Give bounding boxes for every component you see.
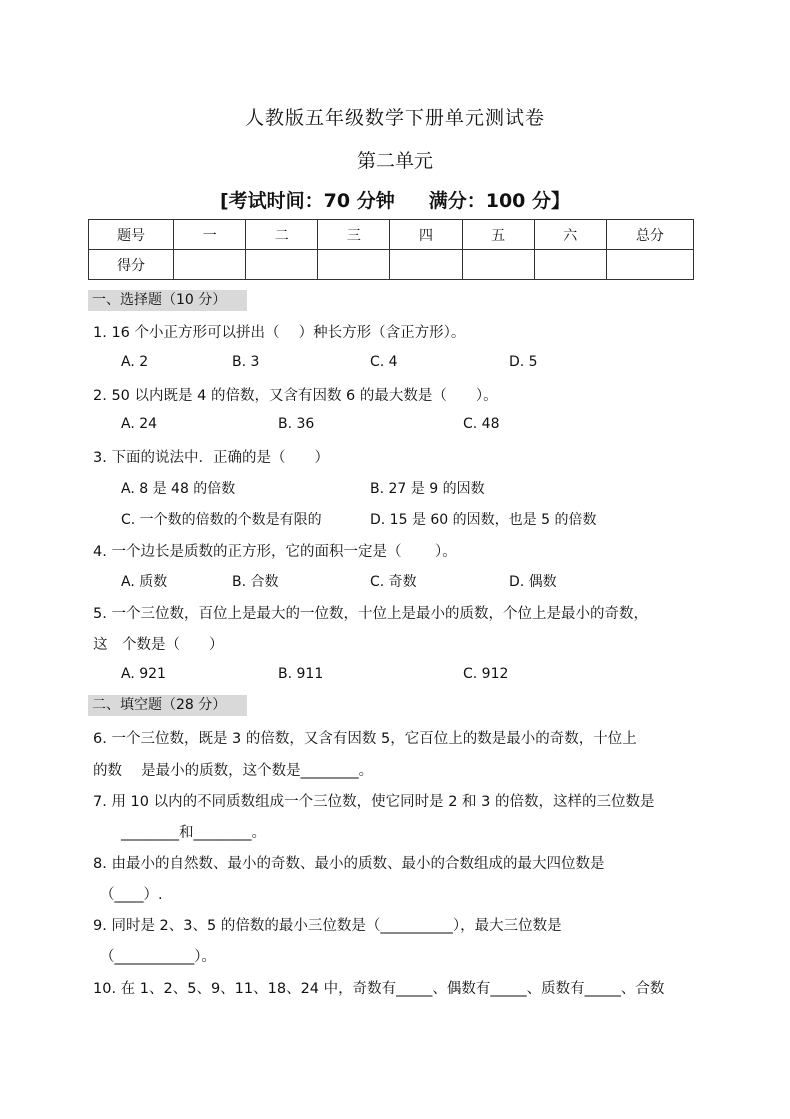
score-cell[interactable]: [390, 250, 462, 280]
question-10-line-1: 10. 在 1、2、5、9、11、18、24 中，奇数有_____、偶数有_____、质数有_____、合数: [93, 981, 665, 997]
question-8-line-1: 8. 由最小的自然数、最小的奇数、最小的质数、最小的合数组成的最大四位数是: [93, 856, 605, 872]
score-cell[interactable]: [246, 250, 318, 280]
q3-option-c: C. 一个数的倍数的个数是有限的: [121, 512, 322, 528]
question-7-line-1: 7. 用 10 以内的不同质数组成一个三位数，使它同时是 2 和 3 的倍数，这样的三位数是: [93, 794, 655, 810]
question-8-line-2: （____）.: [100, 887, 163, 903]
q3-option-a: A. 8 是 48 的倍数: [121, 481, 236, 497]
exam-title: 人教版五年级数学下册单元测试卷: [244, 107, 545, 129]
score-table-header: 四: [390, 220, 462, 250]
question-9-line-2: （___________）。: [100, 949, 216, 965]
question-9-line-1: 9. 同时是 2、3、5 的倍数的最小三位数是（__________），最大三位数是: [93, 918, 562, 934]
exam-time: [考试时间：70 分钟: [219, 190, 395, 212]
score-table-score-row: [89, 250, 694, 280]
score-table-header: 五: [462, 220, 534, 250]
score-cell[interactable]: [462, 250, 534, 280]
exam-info: [0, 186, 790, 213]
q1-option-d: D. 5: [509, 354, 538, 370]
q3-option-d: D. 15 是 60 的因数，也是 5 的倍数: [370, 512, 597, 528]
question-6-line-2: 的数 是最小的质数，这个数是________。: [93, 763, 374, 779]
exam-full-score: 满分：100 分】: [428, 190, 571, 212]
score-table-header: 二: [246, 220, 318, 250]
question-5-line-2: 这 个数是（ ）: [93, 637, 224, 653]
question-3: 3. 下面的说法中．正确的是（ ）: [93, 450, 329, 466]
q4-option-d: D. 偶数: [509, 574, 557, 590]
score-table-header: 总分: [606, 220, 693, 250]
question-6-line-1: 6. 一个三位数，既是 3 的倍数，又含有因数 5，它百位上的数是最小的奇数，十位上: [93, 731, 637, 747]
q2-option-a: A. 24: [121, 416, 158, 432]
question-4: 4. 一个边长是质数的正方形，它的面积一定是（ ）。: [93, 544, 457, 560]
q5-option-a: A. 921: [121, 666, 166, 682]
section-heading-fill: 二、填空题（28 分）: [88, 695, 247, 716]
q1-option-b: B. 3: [232, 354, 260, 370]
question-2: 2. 50 以内既是 4 的倍数，又含有因数 6 的最大数是（ ）。: [93, 388, 498, 404]
score-table-header: 六: [534, 220, 606, 250]
section-heading-choice: 一、选择题（10 分）: [88, 290, 247, 311]
q2-option-b: B. 36: [278, 416, 315, 432]
q1-option-c: C. 4: [370, 354, 398, 370]
question-5-line-1: 5. 一个三位数，百位上是最大的一位数，十位上是最小的质数，个位上是最小的奇数，: [93, 606, 648, 622]
score-cell[interactable]: [318, 250, 390, 280]
score-table-header: 一: [174, 220, 246, 250]
q2-option-c: C. 48: [463, 416, 500, 432]
q4-option-c: C. 奇数: [370, 574, 417, 590]
unit-title: 第二单元: [356, 150, 433, 172]
q5-option-b: B. 911: [278, 666, 324, 682]
q4-option-a: A. 质数: [121, 574, 168, 590]
score-cell[interactable]: [606, 250, 693, 280]
score-row-label: 得分: [89, 250, 174, 280]
score-cell[interactable]: [174, 250, 246, 280]
q4-option-b: B. 合数: [232, 574, 279, 590]
question-7-line-2: ________和________。: [121, 825, 266, 841]
score-table-header: 三: [318, 220, 390, 250]
q3-option-b: B. 27 是 9 的因数: [370, 481, 485, 497]
question-1: 1. 16 个小正方形可以拼出（ ）种长方形（含正方形）。: [93, 325, 466, 341]
q1-option-a: A. 2: [121, 354, 149, 370]
score-table-header-row: [89, 220, 694, 250]
score-cell[interactable]: [534, 250, 606, 280]
score-table: [88, 219, 694, 280]
q5-option-c: C. 912: [463, 666, 509, 682]
score-table-header: 题号: [89, 220, 174, 250]
